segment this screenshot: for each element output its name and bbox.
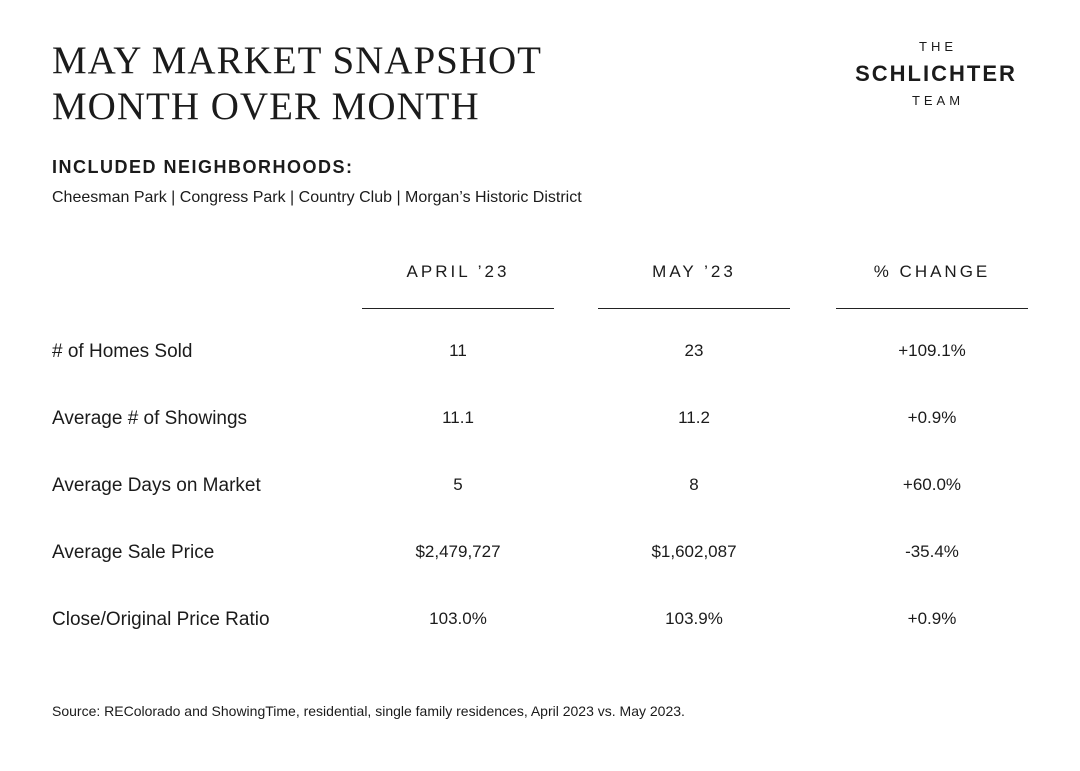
neighborhoods-heading: INCLUDED NEIGHBORHOODS: — [52, 157, 354, 177]
table-row — [0, 542, 1080, 572]
change-value: +60.0% — [902, 475, 962, 494]
may-value: 11.2 — [678, 408, 710, 427]
title-line-2: MONTH OVER MONTH — [52, 85, 480, 128]
may-value: 23 — [684, 341, 704, 360]
row-label: Close/Original Price Ratio — [52, 609, 270, 630]
may-value: 8 — [689, 475, 699, 494]
change-value: -35.4% — [905, 542, 959, 561]
may-value: 103.9% — [665, 609, 723, 628]
logo-line-team: TEAM — [911, 93, 965, 108]
april-value: 5 — [453, 475, 463, 494]
column-header-april: APRIL ’23 — [406, 262, 510, 281]
page-title — [52, 38, 542, 130]
logo-line-the: THE — [919, 39, 957, 54]
change-value: +0.9% — [907, 609, 957, 628]
table-row — [0, 609, 1080, 639]
may-value: $1,602,087 — [651, 542, 737, 561]
column-divider-may — [598, 308, 790, 309]
table-row — [0, 341, 1080, 371]
table-row — [0, 475, 1080, 505]
neighborhoods-list: Cheesman Park | Congress Park | Country Club | Morgan’s Historic District — [52, 189, 582, 206]
column-divider-change — [836, 308, 1028, 309]
team-logo — [836, 38, 1036, 110]
logo-line-schlichter: SCHLICHTER — [855, 61, 1017, 86]
row-label: Average Sale Price — [52, 542, 215, 563]
change-value: +109.1% — [898, 341, 966, 360]
change-value: +0.9% — [907, 408, 957, 427]
title-line-1: MAY MARKET SNAPSHOT — [52, 39, 542, 82]
april-value: 11.1 — [442, 408, 474, 427]
row-label: Average Days on Market — [52, 475, 261, 496]
april-value: $2,479,727 — [415, 542, 501, 561]
column-header-change: % CHANGE — [873, 262, 991, 281]
april-value: 11 — [449, 341, 467, 360]
column-divider-april — [362, 308, 554, 309]
april-value: 103.0% — [429, 609, 487, 628]
row-label: Average # of Showings — [52, 408, 248, 429]
source-note: Source: REColorado and ShowingTime, residential, single family residences, April 2023 vs. May 2023. — [52, 703, 685, 719]
table-row — [0, 408, 1080, 438]
column-header-may: MAY ’23 — [652, 262, 736, 281]
row-label: # of Homes Sold — [52, 341, 193, 362]
